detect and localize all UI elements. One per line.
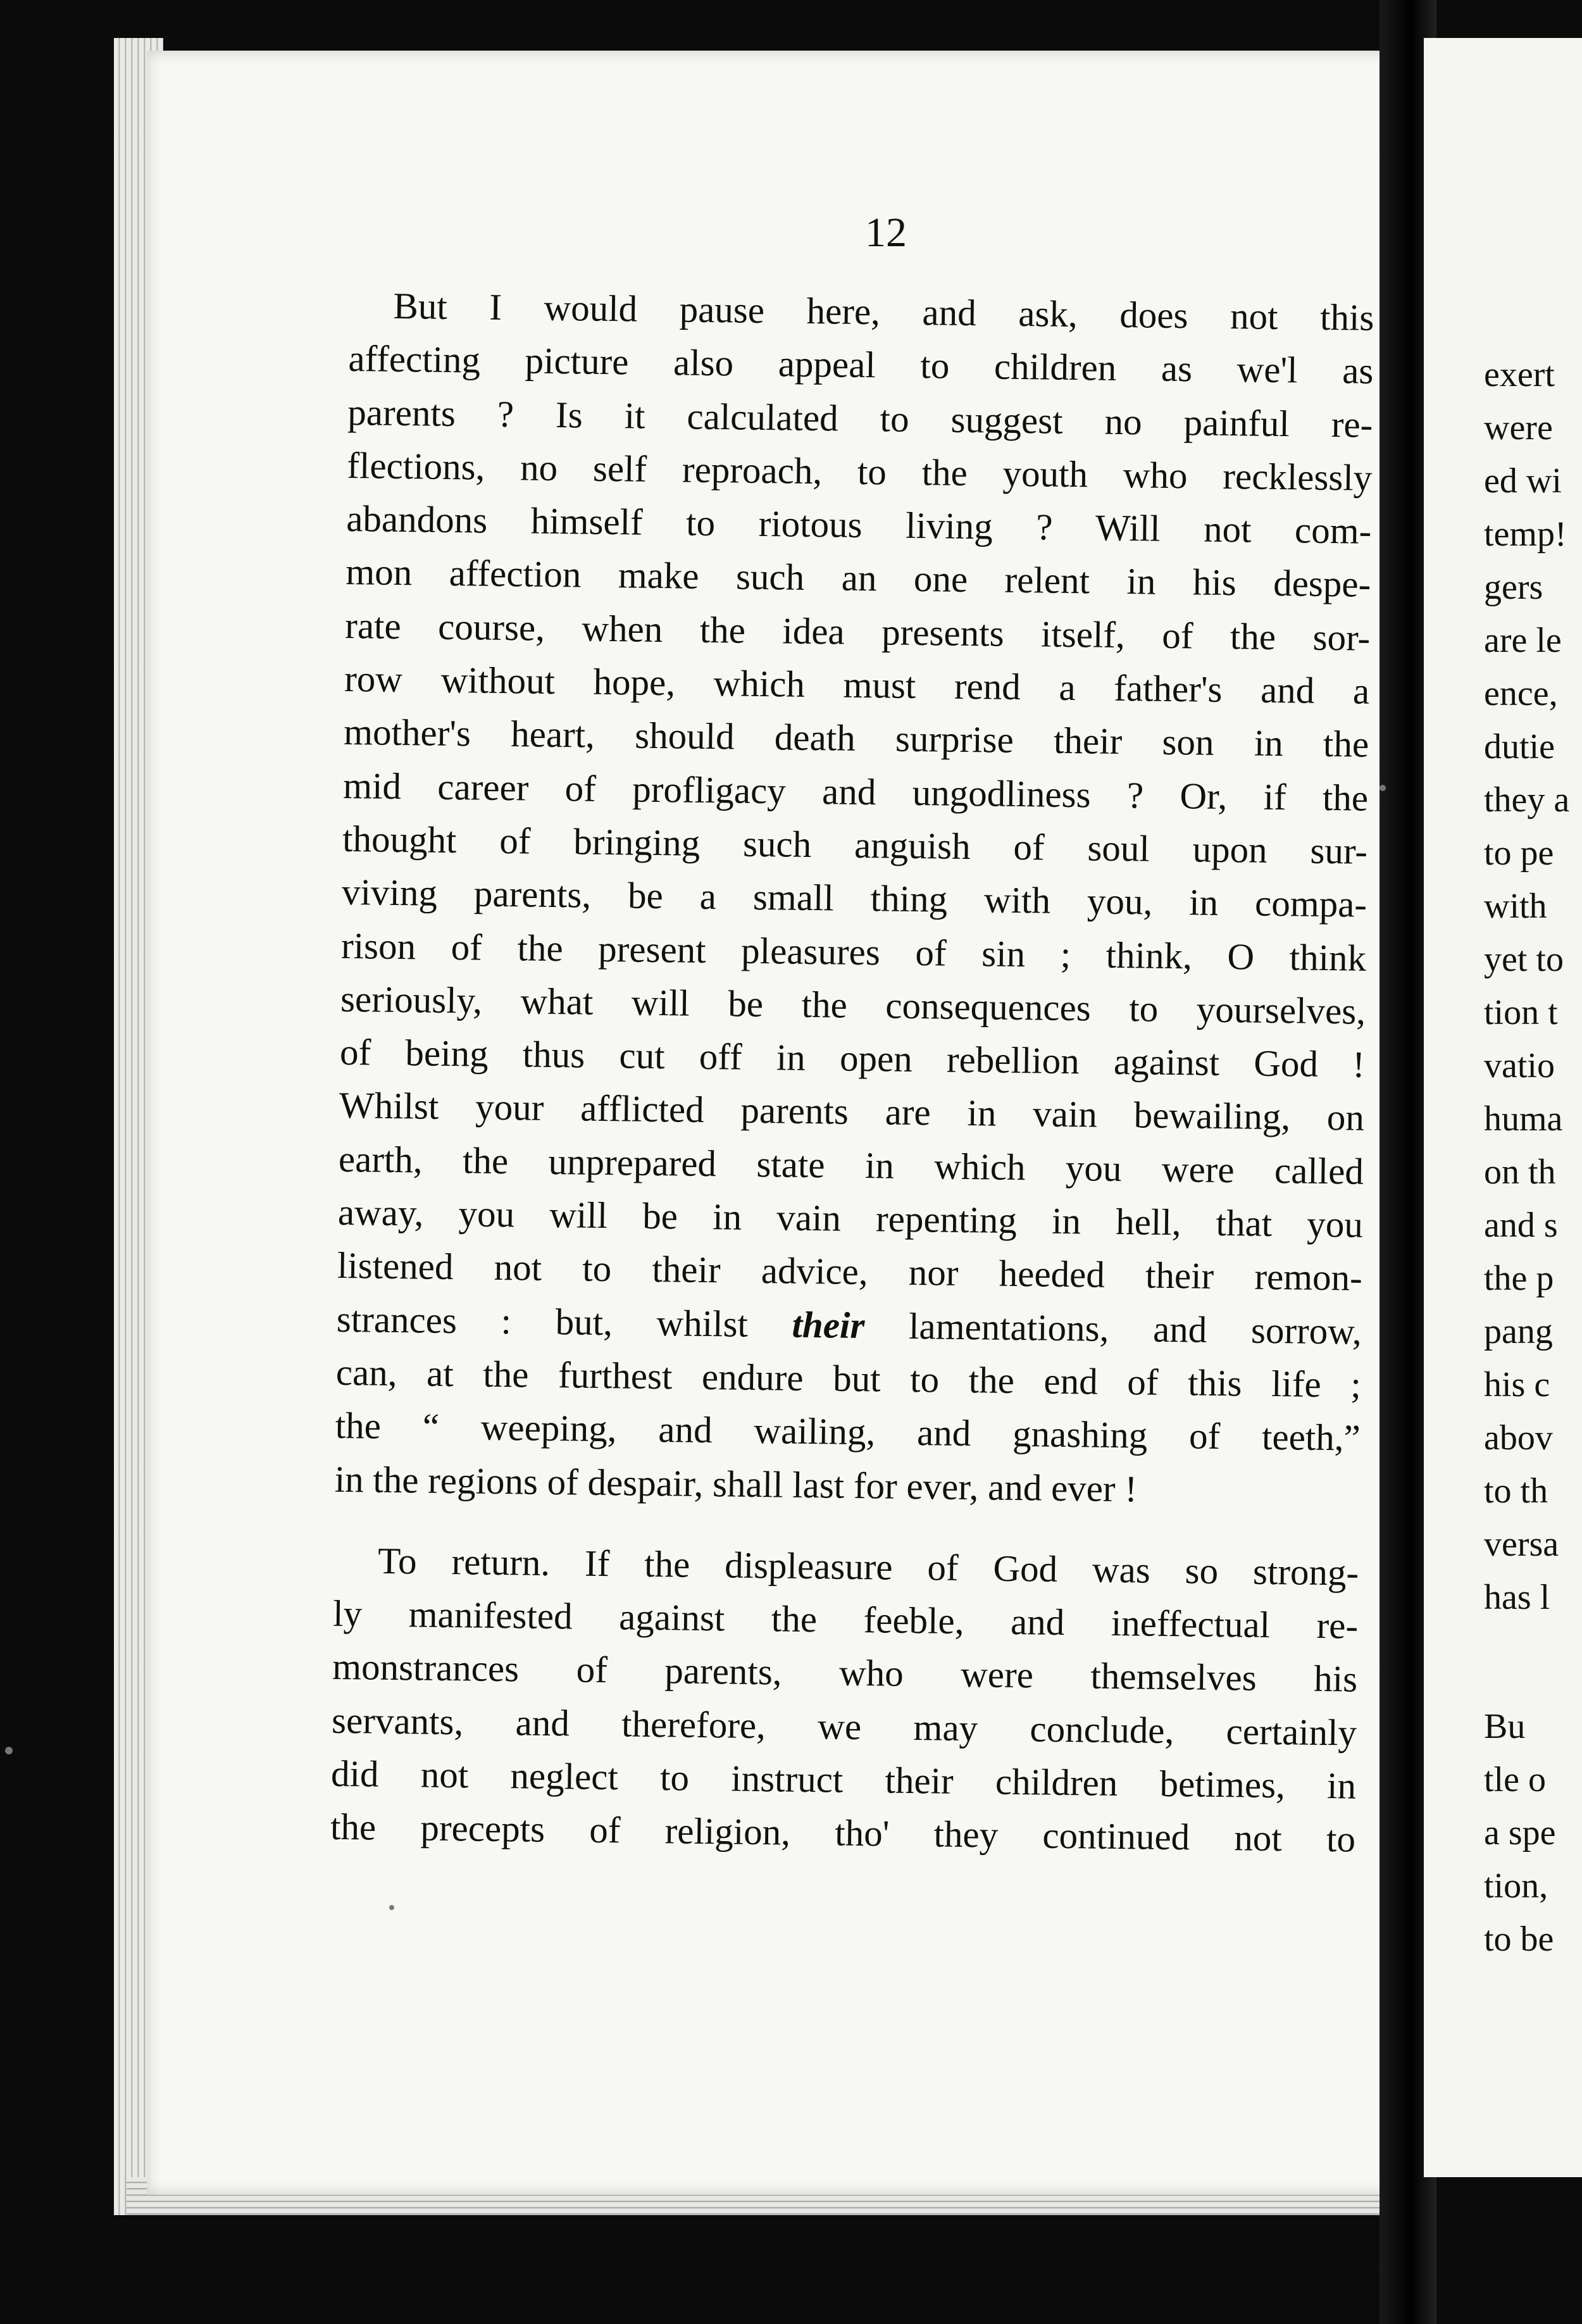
text-line: listened not to their advice, nor heeded their remon-: [337, 1244, 1363, 1299]
text-line: the “ weeping, and wailing, and gnashing of teeth,”: [335, 1404, 1361, 1459]
facing-line: dutie: [1484, 727, 1555, 766]
text-line: seriously, what will be the consequences to yourselves,: [340, 977, 1366, 1032]
text-line: mid career of profligacy and ungodliness ? Or, if the: [342, 764, 1369, 819]
page-number: 12: [865, 209, 907, 256]
paragraph-1: [334, 278, 1374, 1518]
facing-line: ed wi: [1484, 461, 1562, 501]
text-line: away, you will be in vain repenting in hell, that you: [337, 1190, 1364, 1246]
facing-line: are le: [1484, 621, 1562, 660]
scan-speck: [5, 1747, 13, 1754]
facing-line: exert: [1484, 355, 1555, 394]
facing-line: on th: [1484, 1153, 1556, 1192]
text-line: To return. If the displeasure of God was so strong-: [377, 1539, 1359, 1594]
facing-line: and s: [1484, 1206, 1558, 1245]
scan-speck: [1380, 785, 1386, 791]
text-line: flections, no self reproach, to the youth who recklessly: [346, 444, 1373, 499]
facing-line: the p: [1484, 1259, 1554, 1298]
facing-line: vatio: [1484, 1046, 1555, 1085]
facing-page-text-fragments: [1484, 348, 1582, 1966]
facing-line: tion,: [1484, 1866, 1548, 1906]
facing-line: to be: [1484, 1920, 1554, 1959]
text-line: servants, and therefore, we may conclude, certainly: [331, 1699, 1357, 1754]
facing-line: Bu: [1484, 1707, 1526, 1746]
text-line: of being thus cut off in open rebellion against God !: [339, 1031, 1366, 1085]
facing-line: to pe: [1484, 834, 1554, 873]
facing-line: with: [1484, 887, 1547, 926]
text-line: earth, the unprepared state in which you were called: [338, 1137, 1364, 1192]
scan-speck: [389, 1905, 394, 1910]
text-line: abandons himself to riotous living ? Will not com-: [346, 497, 1372, 552]
facing-line: to th: [1484, 1471, 1548, 1511]
text-line: parents ? Is it calculated to suggest no painful re-: [347, 390, 1373, 446]
page-body-text: [330, 278, 1374, 1866]
facing-paragraph-gap: [1484, 1624, 1582, 1700]
text-segment: strances : but, whilst: [336, 1297, 793, 1346]
facing-line: were: [1484, 408, 1553, 447]
facing-line: versa: [1484, 1525, 1559, 1564]
facing-line: gers: [1484, 568, 1543, 607]
text-line: Whilst your afflicted parents are in vain bewailing, on: [339, 1084, 1365, 1139]
text-line: mother's heart, should death surprise their son in the: [343, 711, 1369, 766]
facing-line: tion t: [1484, 993, 1558, 1032]
facing-line: pang: [1484, 1312, 1553, 1351]
text-line: can, at the furthest endure but to the end of this life ;: [335, 1351, 1362, 1406]
facing-line: his c: [1484, 1365, 1550, 1404]
facing-line: ence,: [1484, 674, 1558, 713]
text-line: row without hope, which must rend a father's and a: [344, 658, 1370, 712]
text-line: rate course, when the idea presents itself, of the sor-: [344, 604, 1371, 659]
text-line: in the regions of despair, shall last for ever, and ever !: [334, 1458, 1138, 1509]
text-line: affecting picture also appeal to children as we'l as: [348, 337, 1374, 392]
paragraph-2: [330, 1534, 1359, 1866]
text-segment: lamentations, and sorrow,: [864, 1304, 1362, 1353]
text-line: But I would pause here, and ask, does not this: [393, 284, 1374, 339]
facing-line: yet to: [1484, 940, 1564, 979]
text-line: did not neglect to instruct their children betimes, in: [330, 1752, 1357, 1807]
text-line: monstrances of parents, who were themselves his: [332, 1646, 1358, 1701]
facing-line: abov: [1484, 1418, 1553, 1458]
facing-line: temp!: [1484, 515, 1567, 554]
text-line: thought of bringing such anguish of soul upon sur-: [342, 817, 1368, 872]
text-line: ly manifested against the feeble, and ineffectual re-: [332, 1592, 1359, 1647]
text-line: the precepts of religion, tho' they continued not to: [330, 1806, 1356, 1860]
facing-line: they a: [1484, 780, 1570, 820]
text-line: mon affection make such an one relent in his despe-: [345, 551, 1371, 606]
facing-line: huma: [1484, 1099, 1563, 1139]
facing-line: has l: [1484, 1578, 1550, 1617]
text-line: rison of the present pleasures of sin ; think, O think: [340, 924, 1367, 979]
emphasized-word: their: [792, 1303, 865, 1346]
text-line: viving parents, be a small thing with you, in compa-: [341, 871, 1367, 925]
facing-line: a spe: [1484, 1813, 1556, 1852]
facing-line: tle o: [1484, 1760, 1546, 1799]
